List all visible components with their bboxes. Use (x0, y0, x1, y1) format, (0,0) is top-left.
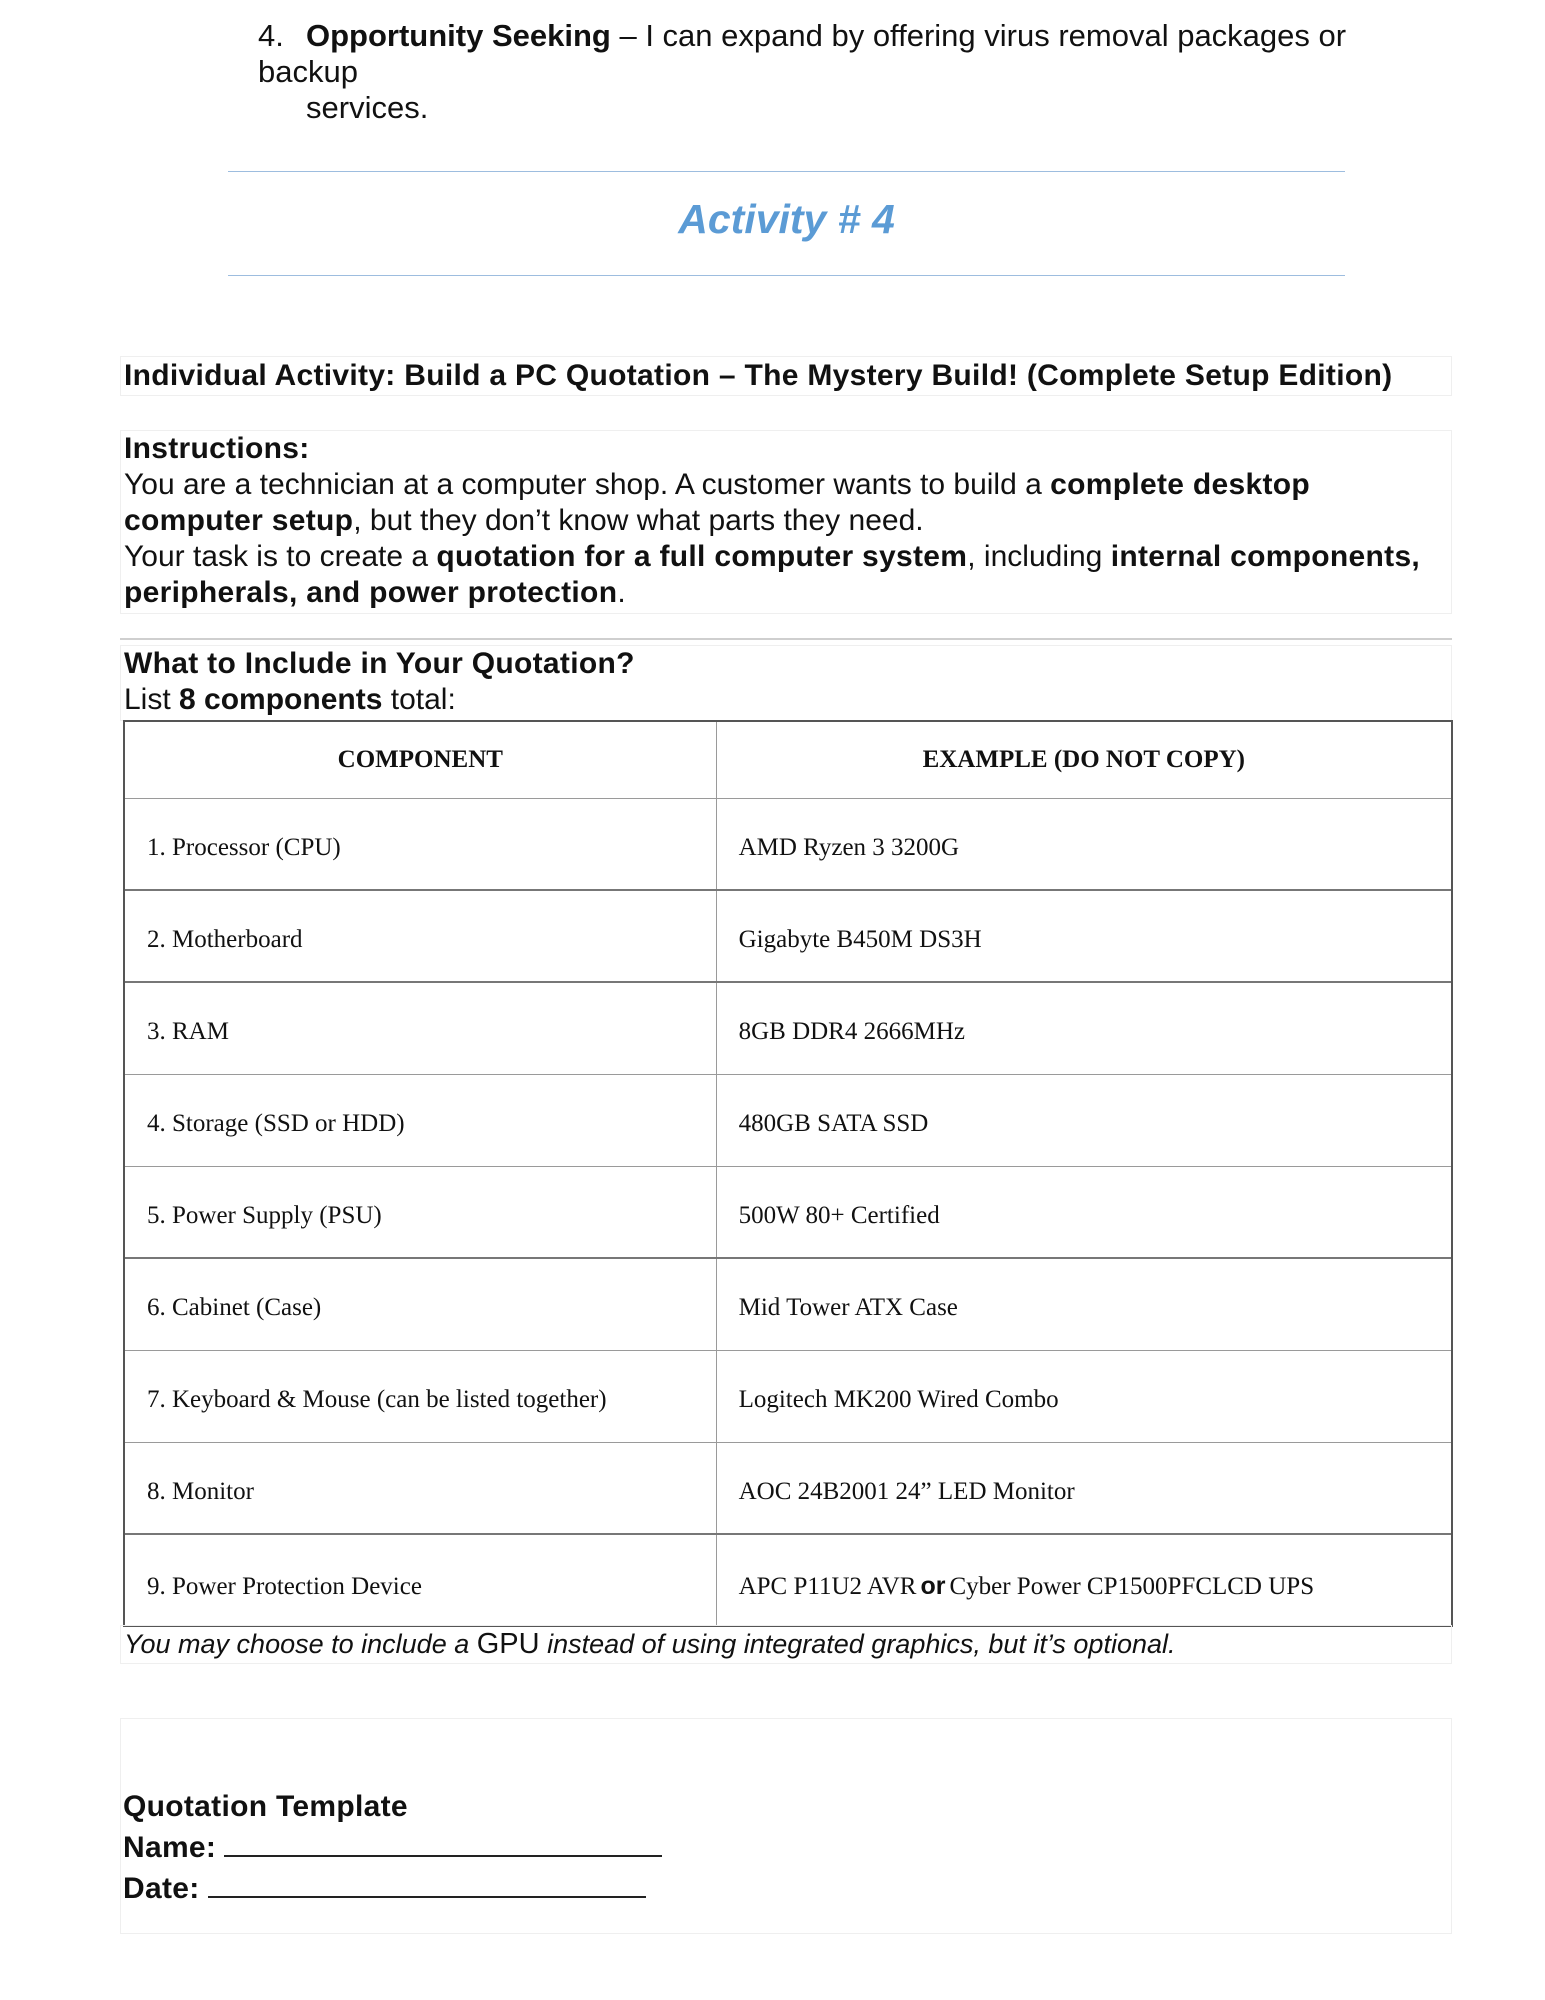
example-cell (716, 1534, 1452, 1626)
gpu-note-gpu: GPU (476, 1628, 540, 1660)
component-cell: 4. Storage (SSD or HDD) (124, 1074, 716, 1166)
heading-rule-bottom (228, 275, 1345, 276)
table-row (124, 1350, 1452, 1442)
instructions-heading: Instructions: (124, 432, 310, 465)
item-text-line2: services. (306, 90, 429, 125)
name-line (123, 1825, 662, 1866)
gpu-note (120, 1625, 1452, 1664)
example-cell: Logitech MK200 Wired Combo (716, 1350, 1452, 1442)
include-block (120, 645, 1452, 721)
list-suffix: total: (382, 683, 456, 716)
components-table (123, 720, 1453, 1627)
p2-bold1: quotation for a full computer system (436, 540, 968, 573)
component-cell: 8. Monitor (124, 1442, 716, 1534)
date-blank[interactable] (208, 1866, 646, 1898)
component-cell: 3. RAM (124, 982, 716, 1074)
table-row (124, 982, 1452, 1074)
table-row (124, 798, 1452, 890)
component-cell: 9. Power Protection Device (124, 1534, 716, 1626)
example-cell: 8GB DDR4 2666MHz (716, 982, 1452, 1074)
date-label: Date: (123, 1872, 200, 1905)
instructions-paragraph-2 (124, 539, 1448, 611)
gpu-note-text2: instead of using integrated graphics, but it’s optional. (539, 1629, 1176, 1659)
table-row (124, 1534, 1452, 1626)
header-component: COMPONENT (124, 721, 716, 798)
list-bold: 8 components (179, 683, 383, 716)
item-text-line1: – I can expand by offering virus removal packages or backup (258, 18, 1347, 89)
component-cell: 1. Processor (CPU) (124, 798, 716, 890)
heading-rule-top (228, 171, 1345, 172)
example-cell: AMD Ryzen 3 3200G (716, 798, 1452, 890)
example-option-1: APC P11U2 AVR (738, 1573, 917, 1600)
p1-text1: You are a technician at a computer shop. A customer wants to build a (124, 468, 1051, 501)
list-prefix: List (124, 683, 180, 716)
instructions-paragraph-1 (124, 467, 1448, 539)
quotation-template (123, 1788, 662, 1907)
p1-bold1: complete desktop computer setup (124, 468, 1310, 537)
table-header-row (124, 721, 1452, 798)
example-cell: Mid Tower ATX Case (716, 1258, 1452, 1350)
name-label: Name: (123, 1831, 217, 1864)
example-cell: Gigabyte B450M DS3H (716, 890, 1452, 982)
component-cell: 6. Cabinet (Case) (124, 1258, 716, 1350)
activity-subtitle: Individual Activity: Build a PC Quotation – The Mystery Build! (Complete Setup Edition) (120, 356, 1452, 396)
component-cell: 5. Power Supply (PSU) (124, 1166, 716, 1258)
table-row (124, 1442, 1452, 1534)
item-bold-term: Opportunity Seeking (306, 18, 611, 53)
table-row (124, 1074, 1452, 1166)
include-heading: What to Include in Your Quotation? (124, 647, 635, 680)
template-heading: Quotation Template (123, 1790, 408, 1823)
example-cell: AOC 24B2001 24” LED Monitor (716, 1442, 1452, 1534)
section-divider (120, 638, 1452, 640)
name-blank[interactable] (224, 1825, 662, 1857)
p2-text3: . (617, 576, 626, 609)
component-cell: 7. Keyboard & Mouse (can be listed together) (124, 1350, 716, 1442)
gpu-note-text1: You may choose to include a (124, 1629, 477, 1659)
component-cell: 2. Motherboard (124, 890, 716, 982)
date-line (123, 1866, 662, 1907)
example-or-word: or (920, 1572, 946, 1600)
table-row (124, 1258, 1452, 1350)
item-number: 4. (258, 18, 284, 53)
activity-title: Activity # 4 (678, 196, 895, 242)
table-row (124, 1166, 1452, 1258)
p2-bold2: internal components, peripherals, and power protection (124, 540, 1421, 609)
example-option-2: Cyber Power CP1500PFCLCD UPS (949, 1573, 1315, 1600)
intro-list-item (258, 18, 1438, 126)
p2-text1: Your task is to create a (124, 540, 437, 573)
example-cell: 500W 80+ Certified (716, 1166, 1452, 1258)
header-example: EXAMPLE (DO NOT COPY) (716, 721, 1452, 798)
table-row (124, 890, 1452, 982)
p2-text2: , including (967, 540, 1111, 573)
include-list-line (124, 682, 1448, 718)
p1-text2: , but they don’t know what parts they need. (353, 504, 924, 537)
example-cell: 480GB SATA SSD (716, 1074, 1452, 1166)
instructions-block (120, 430, 1452, 614)
